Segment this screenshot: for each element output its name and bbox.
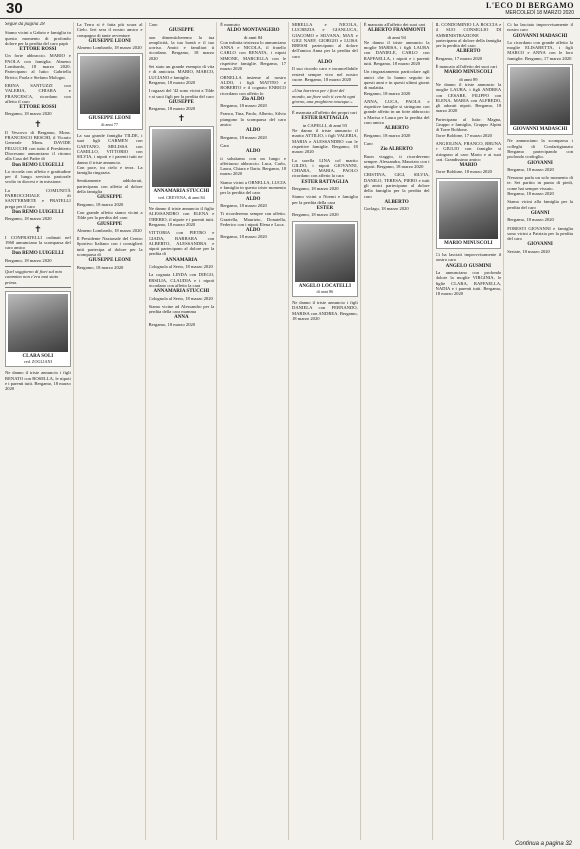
obituary-columns — [5, 22, 575, 840]
obituary-notice — [5, 83, 71, 117]
notice-intro: VITTORIA con PIETRO e GIADA, BARBARA con ALBERTO, ALESSANDRA e nipoti partecipano al dolore per la perdita di — [148, 230, 215, 257]
continued-from-label: Segue da pagina 28 — [5, 22, 45, 27]
obituary-notice — [436, 22, 502, 61]
obituary-column — [77, 22, 146, 840]
notice-intro: I ragazzi del '42 sono vicini a Tilde e ai suoi figli per la perdita del caro — [148, 88, 215, 99]
memorial-quote: Quel soggiorno di fiori sul mio cammino non c'era mai stato prima. — [5, 266, 71, 288]
deceased-name: CLARA SOLI — [22, 353, 54, 359]
notice-closing: Gorlago, 18 marzo 2020 — [363, 206, 409, 212]
deceased-name: Don REMO LUIGELLI — [12, 251, 64, 257]
obituary-notice — [507, 22, 573, 61]
notice-closing: Bergamo, 18 marzo 2020 — [507, 191, 554, 197]
obituary-notice — [5, 30, 71, 80]
deceased-name: Zio ALBERTO — [380, 147, 413, 153]
obituary-notice — [149, 304, 215, 327]
obituary-notice — [149, 22, 215, 61]
notice-intro: Caro — [363, 140, 373, 146]
obituary-notice — [292, 110, 358, 154]
continue-note: Continua a pagina 32 — [514, 841, 572, 847]
notice-intro: La cognata LINDA con DIEGO, ERSILIA, CLAUDIA e i nipoti ricordano con affetto la cara — [148, 272, 215, 288]
obituary-notice — [507, 226, 573, 254]
portrait-card — [292, 221, 358, 298]
notice-intro: La sua grande famiglia TILDE, i suoi figli CARMEN con GAETANO, MELISSA con CAMILLO, VITTORIO con SILVIA, i nipoti e i parenti tutti ne danno il triste annuncio. — [76, 133, 143, 165]
deceased-details: di anni 94 — [387, 34, 406, 40]
notice-intro: MIRELLA e NICOLA, LUCREZIA e GIANLUCA, GIACOMO e SILVANA, MAX e GIGI NAEF, GIORGIO e LUISA BRESSI partecipano al dolore dell'amica Anna per la perdita del caro — [292, 22, 358, 59]
notice-intro: Sei stato un grande esempio di vita e di amicizia. MARIO, MARCO, LUCIANO e famiglie. — [148, 64, 215, 80]
deceased-name: MARIO MINUSCOLI — [444, 240, 493, 246]
obituary-notice — [436, 117, 502, 138]
deceased-details: di anni 89 — [459, 76, 478, 82]
notice-closing: Colognola al Serio, 18 marzo 2020 — [148, 264, 213, 270]
notice-intro: Siamo vicini a Gabrio e famiglia in questo momento di profondo dolore per la perdita del caro papà — [5, 30, 71, 46]
notice-closing: Bergamo, 18 marzo 2020 — [220, 134, 267, 140]
cross-icon: ✝ — [177, 113, 186, 124]
deceased-name: GIANNI — [530, 210, 550, 216]
notice-intro: ANGIOLINA, FRANCO, BRUNA e GIULIO con famiglie si stringono al caro Mario e ai suoi cari. Grandissimo amico — [435, 140, 502, 162]
notice-intro: È mancata all'affetto dei propri cari — [292, 110, 357, 116]
notice-intro: Siamo vicine ad Alessandro per la perdita della cara mamma — [148, 303, 215, 315]
deceased-name: MARIO — [459, 163, 478, 169]
notice-intro: Siamo vicini a Noemi e famiglia per la perdita della cara — [292, 194, 358, 205]
notice-closing: Lo ricordano con grande affetto la moglie ELISABETTA, i figli MARCO e ANNA con le loro famiglie. Bergamo, 17 marzo 2020 — [507, 39, 573, 61]
obituary-notice — [149, 230, 215, 269]
notice-closing: Ne danno il triste annuncio la moglie MARISA, i figli LAURA con DANIELE, CARLO con RAFFAELLA, i nipoti e i parenti tutti. Bergamo, 18 marzo 2020 — [363, 39, 430, 67]
deceased-name: ALDO — [245, 149, 261, 155]
memorial-quote: «Una barriera per i fiori del mondo, un fiore solo ti cerchi ogni giorno, una preghiera ovunque.» — [292, 85, 358, 107]
deceased-name: GIOVANNI — [527, 242, 553, 248]
deceased-name: GIOVANNI MADASCHI — [512, 33, 568, 39]
obituary-notice — [436, 252, 502, 296]
deceased-name: ANGELO GUSMINI — [445, 263, 492, 269]
portrait-card — [507, 64, 573, 135]
deceased-name: ETTORE ROSSI — [19, 105, 57, 111]
notice-text: Ne danno il triste annuncio i figli RENATO con ROSELLA, le nipoti e i parenti tutti. Bergamo, 18 marzo 2020 — [5, 370, 71, 392]
portrait-photo — [295, 224, 355, 282]
notice-intro: Un ringraziamento particolare agli amici che lo hanno seguito in questi anni e in questi ultimi giorni di malattia. — [363, 69, 430, 91]
deceased-name: ALBERTO — [456, 49, 481, 55]
cross-icon: ✝ — [34, 118, 42, 129]
deceased-name: GIUSEPPE LEONI — [88, 258, 131, 264]
notice-intro: ORNELLA insieme al nostro ALDO, i figli MATTEO e ROBERTO e il cognato ENRICO ricordano con affetto lo — [220, 74, 286, 96]
deceased-name: ANGELO LOCATELLI — [298, 283, 352, 289]
notice-closing: Bergamo, 18 marzo 2020 — [76, 264, 124, 270]
notice-intro: Siamo vicini a ORNELLA, LUCIA e famiglia in questo triste momento per la perdita del caro — [220, 179, 286, 196]
deceased-name: ALDO MONTANGERO — [226, 28, 280, 34]
notice-closing: ti salutiamo con un lungo e affettuoso abbraccio. Luca, Carlo, Laura, Chiara e Ilaria. Bergamo, 18 marzo 2020 — [220, 155, 286, 177]
deceased-name: ESTER — [316, 205, 334, 211]
notice-closing: Bergamo, 18 marzo 2020 — [148, 79, 196, 85]
deceased-name: GIUSEPPE — [168, 28, 194, 34]
deceased-name: GIUSEPPE LEONI — [88, 116, 131, 122]
obituary-notice — [364, 99, 430, 138]
deceased-name: ALBERTO — [384, 199, 409, 205]
obituary-notice — [364, 69, 430, 95]
obituary-notice — [5, 235, 71, 263]
notice-closing: Bergamo, 18 marzo 2020 — [292, 186, 339, 192]
obituary-notice — [364, 141, 430, 169]
notice-closing: Bergamo, 18 marzo 2020 — [292, 212, 339, 218]
portrait-photo — [8, 294, 68, 352]
deceased-name: GIOVANNI — [527, 160, 553, 166]
notice-closing: Bergamo, 17 marzo 2020 — [435, 55, 483, 61]
notice-closing: Con infinita tristezza lo annunciano ANNA e NICOLA, il fratello CARLO con RENATA, i nipoti SIMONE, MARCELLA con le rispettive famiglie. Bergamo, 17 marzo 2020 — [220, 39, 286, 72]
deceased-details: ved. CREVENA, di anni 84 — [157, 194, 205, 200]
notice-closing: Bergamo, 18 marzo 2020 — [148, 106, 196, 112]
obituary-notice — [292, 158, 358, 192]
obituary-column — [364, 22, 433, 840]
obituary-notice — [5, 188, 71, 222]
portrait-card — [5, 291, 71, 368]
obituary-notice — [149, 272, 215, 300]
notice-intro: Siamo vicini alla famiglia per la perdita del caro — [507, 199, 573, 210]
deceased-details: di anni 77 — [101, 121, 118, 127]
portrait-photo — [80, 56, 140, 114]
portrait-card — [149, 126, 215, 203]
notice-closing: Lo ricorda con affetto e gratitudine per il lungo servizio pastorale svolto in diocesi e in missione. — [5, 168, 71, 185]
notice-closing: Torre Boldone, 17 marzo 2020 — [435, 132, 492, 138]
deceased-name: Don REMO LUIGELLI — [12, 209, 64, 215]
notice-closing: La annunciano con profondo dolore la moglie VIRGINIA, le figlie CLARA, RAFFAELLA, NADIA e i parenti tutti. Bergamo, 18 marzo 2020 — [435, 269, 502, 297]
notice-intro: Ti ricorderemo sempre con affetto. Graziella, Maurizio, Donatella, Federico con i nipoti Elena e Luca. — [220, 211, 286, 227]
obituary-column — [220, 22, 289, 840]
notice-intro: Partecipano al lutto: Magna, Gruppo e famiglia, Gruppo Alpini di Torre Boldone. — [435, 116, 502, 133]
obituary-notice — [220, 180, 286, 208]
deceased-name: ALDO — [245, 196, 261, 202]
notice-closing: Bergamo, 18 marzo 2020 — [363, 132, 411, 138]
newspaper-name: L'ECO DI BERGAMO — [485, 1, 574, 10]
obituary-notice — [436, 141, 502, 175]
notice-intro: La COMUNITÀ PARROCCHIALE di SANT'ERMETE e FRATELLI prega per il caro — [5, 187, 71, 209]
notice-intro: Ci ha lasciati improvvisamente il nostro caro — [435, 252, 502, 263]
deceased-name: MARIO MINUSCOLI — [444, 70, 493, 76]
obituary-notice — [364, 172, 430, 211]
issue-date: MERCOLEDÌ 18 MARZO 2020 — [505, 10, 574, 16]
obituary-notice — [220, 22, 286, 72]
deceased-name: ETTORE ROSSI — [19, 47, 57, 53]
obituary-notice — [507, 175, 573, 196]
cross-icon: ✝ — [34, 223, 42, 234]
obituary-notice — [77, 210, 143, 233]
notice-intro: Ci ha lasciato improvvisamente il nostro caro — [507, 22, 573, 33]
notice-intro: FORESTI GIOVANNI e famiglia sono vicini a Patrizia per la perdita del caro — [507, 225, 573, 242]
deceased-name: ALDO — [317, 60, 333, 66]
portrait-card — [436, 178, 502, 249]
notice-closing: Torre Boldone, 18 marzo 2020 — [435, 169, 492, 175]
notice-text: Ne danno il triste annuncio il figlio ALESSANDRO con ELENA e TIBERIO, il nipote e i parenti tutti. Bergamo, 18 marzo 2020 — [148, 206, 215, 227]
obituary-notice — [220, 111, 286, 139]
notice-closing: Colognola al Serio, 18 marzo 2020 — [148, 295, 213, 301]
notice-intro: Il Presidente Nazionale del Centro Sportivo Italiano con i consiglieri tutti partecipa al dolore per la scomparsa di — [76, 236, 143, 258]
portrait-card — [77, 53, 143, 130]
header-masthead — [486, 1, 574, 16]
obituary-notice — [149, 64, 215, 85]
deceased-details: ved. ZOGLIANI — [23, 359, 52, 365]
obituary-column — [5, 22, 74, 840]
notice-intro: ERINA SANTUZZI con VALERIA, CHIARA e FRANCESCA, ricordano con affetto il caro — [5, 82, 71, 104]
deceased-name: ANNAMARIA STUCCHI — [153, 189, 210, 195]
obituary-notice — [507, 199, 573, 222]
notice-intro: Caro — [220, 142, 230, 148]
deceased-name: ALDO — [245, 128, 261, 134]
notice-closing: Il suo ricordo caro e incancellabile resterà sempre vivo nel nostro cuore. Bergamo, 18 marzo 2020 — [292, 66, 358, 82]
notice-intro: È mancato — [220, 22, 240, 27]
notice-closing: Bergamo, 18 marzo 2020 — [5, 216, 52, 222]
obituary-notice — [364, 22, 430, 66]
notice-closing: Bergamo, 18 marzo 2020 — [76, 201, 124, 207]
portrait-photo — [439, 181, 499, 239]
deceased-name: ESTER BATTAGLIA — [301, 179, 349, 185]
notice-closing: Bergamo, 18 marzo 2020 — [220, 103, 267, 109]
notice-closing: Bergamo, 18 marzo 2020 — [220, 202, 267, 208]
deceased-name: GIUSEPPE — [168, 99, 194, 105]
notice-closing: Bergamo, 18 marzo 2020 — [148, 321, 196, 327]
notice-intro: Franca, Tina, Paolo, Alberto, Silvio piangono la scomparsa del caro amico — [220, 111, 286, 128]
obituary-column — [292, 22, 361, 840]
obituary-notice — [220, 143, 286, 177]
obituary-notice — [507, 138, 573, 172]
notice-closing: Bergamo, 18 marzo 2020 — [220, 234, 267, 240]
notice-closing: Almeno Lombardo, 18 marzo 2020 — [76, 45, 142, 51]
deceased-name: ALBERTO FRAMMONTI — [367, 28, 426, 34]
portrait-photo — [510, 67, 570, 125]
notice-closing: Un forte abbraccio. MARIO e PAOLA con famiglia. Almeno Lombardo, 18 marzo 2020. Partecipano al lutto: Gabriella Brivio; Paola e Stefano Mologni. — [5, 53, 71, 80]
deceased-name: ANNA — [174, 315, 189, 321]
notice-intro: La Terra si è fatta più scura al Cielo. Ieri sera il nostro amico e compagno di tante avventure — [76, 22, 143, 38]
notice-closing: Bergamo, 18 marzo 2020 — [363, 90, 411, 96]
obituary-notice — [77, 22, 143, 50]
notice-intro: La sorella LINA col marito GILDO, i nipoti GIOVANNI, CHIARA, MARIA, PAOLO ricordano con affetto la cara — [292, 157, 358, 179]
notice-intro: CRISTINA, GIGI, SILVIA, DANILO, TERESA, PIERO e tutti gli amici partecipano al dolore della famiglia per la perdita del caro — [363, 172, 430, 199]
notice-closing: Bergamo, 18 marzo 2020 — [507, 217, 554, 223]
obituary-notice — [77, 133, 143, 175]
obituary-notice — [220, 211, 286, 239]
deceased-name: GIOVANNI MADASCHI — [512, 127, 568, 133]
notice-closing: Con pace, tra cielo e terra. La famiglia ringrazia. — [76, 164, 143, 176]
obituary-column — [507, 22, 575, 840]
notice-closing: Seriate, 18 marzo 2020 — [507, 248, 550, 254]
deceased-details: di anni 84 — [243, 34, 263, 40]
obituary-column — [436, 22, 505, 840]
obituary-column — [149, 22, 218, 840]
notice-closing: Bergamo, 18 marzo 2020 — [5, 257, 52, 263]
deceased-details: in CAPELLI, di anni 93 — [302, 122, 348, 128]
deceased-name: GIUSEPPE — [97, 195, 123, 201]
obituary-notice — [77, 178, 143, 206]
obituary-notice — [220, 75, 286, 109]
notice-intro: Ne annunciano la scomparsa i colleghi di Confartigianato Bergamo partecipando con profondo cordoglio. — [507, 138, 573, 160]
notice-intro: È mancato all'affetto dei suoi cari — [363, 22, 426, 27]
notice-closing: non dimenticheremo la tua semplicità, la tua bontà e il tuo sorriso. Amici e familiari ti ricordano. Bergamo, 18 marzo 2020 — [148, 34, 215, 61]
deceased-name: Don REMO LUIGELLI — [12, 162, 64, 168]
page-number: 30 — [6, 0, 23, 17]
deceased-name: GIUSEPPE — [97, 221, 123, 227]
obituary-notice — [149, 88, 215, 111]
notice-closing: Bergamo, 18 marzo 2020 — [5, 111, 52, 117]
obituary-notice — [5, 130, 71, 185]
notice-intro: È mancato all'affetto dei suoi cari — [435, 64, 498, 70]
page-header — [0, 0, 580, 19]
notice-intro: ANNA, LUCA, PAOLA e rispettive famiglie si stringono con grande affetto in un forte abbraccio a Marisa e Laura per la perdita del caro amico — [363, 98, 430, 126]
deceased-name: ALDO — [245, 228, 261, 234]
notice-intro: Nessuno parla un solo momento di te. Sei partito in punta di piedi, come hai sempre vissuto. — [507, 175, 573, 191]
obituary-notice — [436, 64, 502, 114]
notice-closing: Bergamo, 18 marzo 2020 — [507, 166, 554, 172]
notice-closing: Almeno Lombardo, 18 marzo 2020 — [76, 227, 142, 233]
obituary-notice — [292, 22, 358, 82]
deceased-name: GIUSEPPE LEONI — [88, 38, 131, 44]
notice-intro: IL CONDOMINIO LA ROCCIA e il SUO CONSIGLIO DI AMMINISTRAZIONE partecipano al dolore della famiglia per la perdita del caro — [435, 22, 502, 49]
notice-text: Ne danno il triste annuncio i figli DANIELA con FERNANDO, MARISA con ANDREA. Bergamo, 18 marzo 2020 — [292, 300, 358, 321]
deceased-name: ANNAMARIA — [165, 257, 198, 263]
deceased-name: ESTER BATTAGLIA — [301, 116, 349, 122]
notice-intro: Caro — [148, 22, 158, 27]
notice-intro: Sentitamente addolorati, partecipano con affetto al dolore della famiglia — [76, 178, 143, 195]
notice-intro: Il Vescovo di Bergamo, Mons. FRANCESCO BESCHI, il Vicario Generale Mons. DAVIDE PELUCCHI con tutto il Presbiterio Diocesano annunciano il ritorno alla Casa del Padre di — [5, 129, 71, 162]
deceased-name: ANNAMARIA STUCCHI — [153, 289, 210, 295]
deceased-name: ALBERTO — [384, 126, 409, 132]
portrait-photo — [152, 129, 212, 187]
deceased-name: Zio ALDO — [241, 96, 265, 102]
notice-intro: I CONFRATELLI ordinati nel 1960 annunciano la scomparsa del caro amico — [5, 234, 71, 251]
obituary-notice — [292, 194, 358, 217]
notice-closing: Ne danno il triste annuncio la moglie LAURA, i figli ANDREA con CESARE, FILIPPO con ELENA, MARIA con ALFREDO, gli adorati nipoti. Bergamo, 18 marzo 2020 — [435, 81, 502, 114]
notice-intro: Con grande affetto siamo vicini a Tilde per la perdita del caro — [76, 209, 143, 221]
notice-closing: Buon viaggio, ti ricorderemo sempre. Alessandra, Maurizio con i nipoti. Bergamo, 18 marzo 2020 — [363, 153, 430, 170]
deceased-details: di anni 86 — [316, 288, 334, 294]
obituary-notice — [77, 236, 143, 270]
notice-closing: Ne danno il triste annuncio il marito ATTILIO, i figli VALERIA, MARIA e ALESSANDRO con le rispettive famiglie. Bergamo, 18 marzo 2020 — [292, 128, 358, 155]
